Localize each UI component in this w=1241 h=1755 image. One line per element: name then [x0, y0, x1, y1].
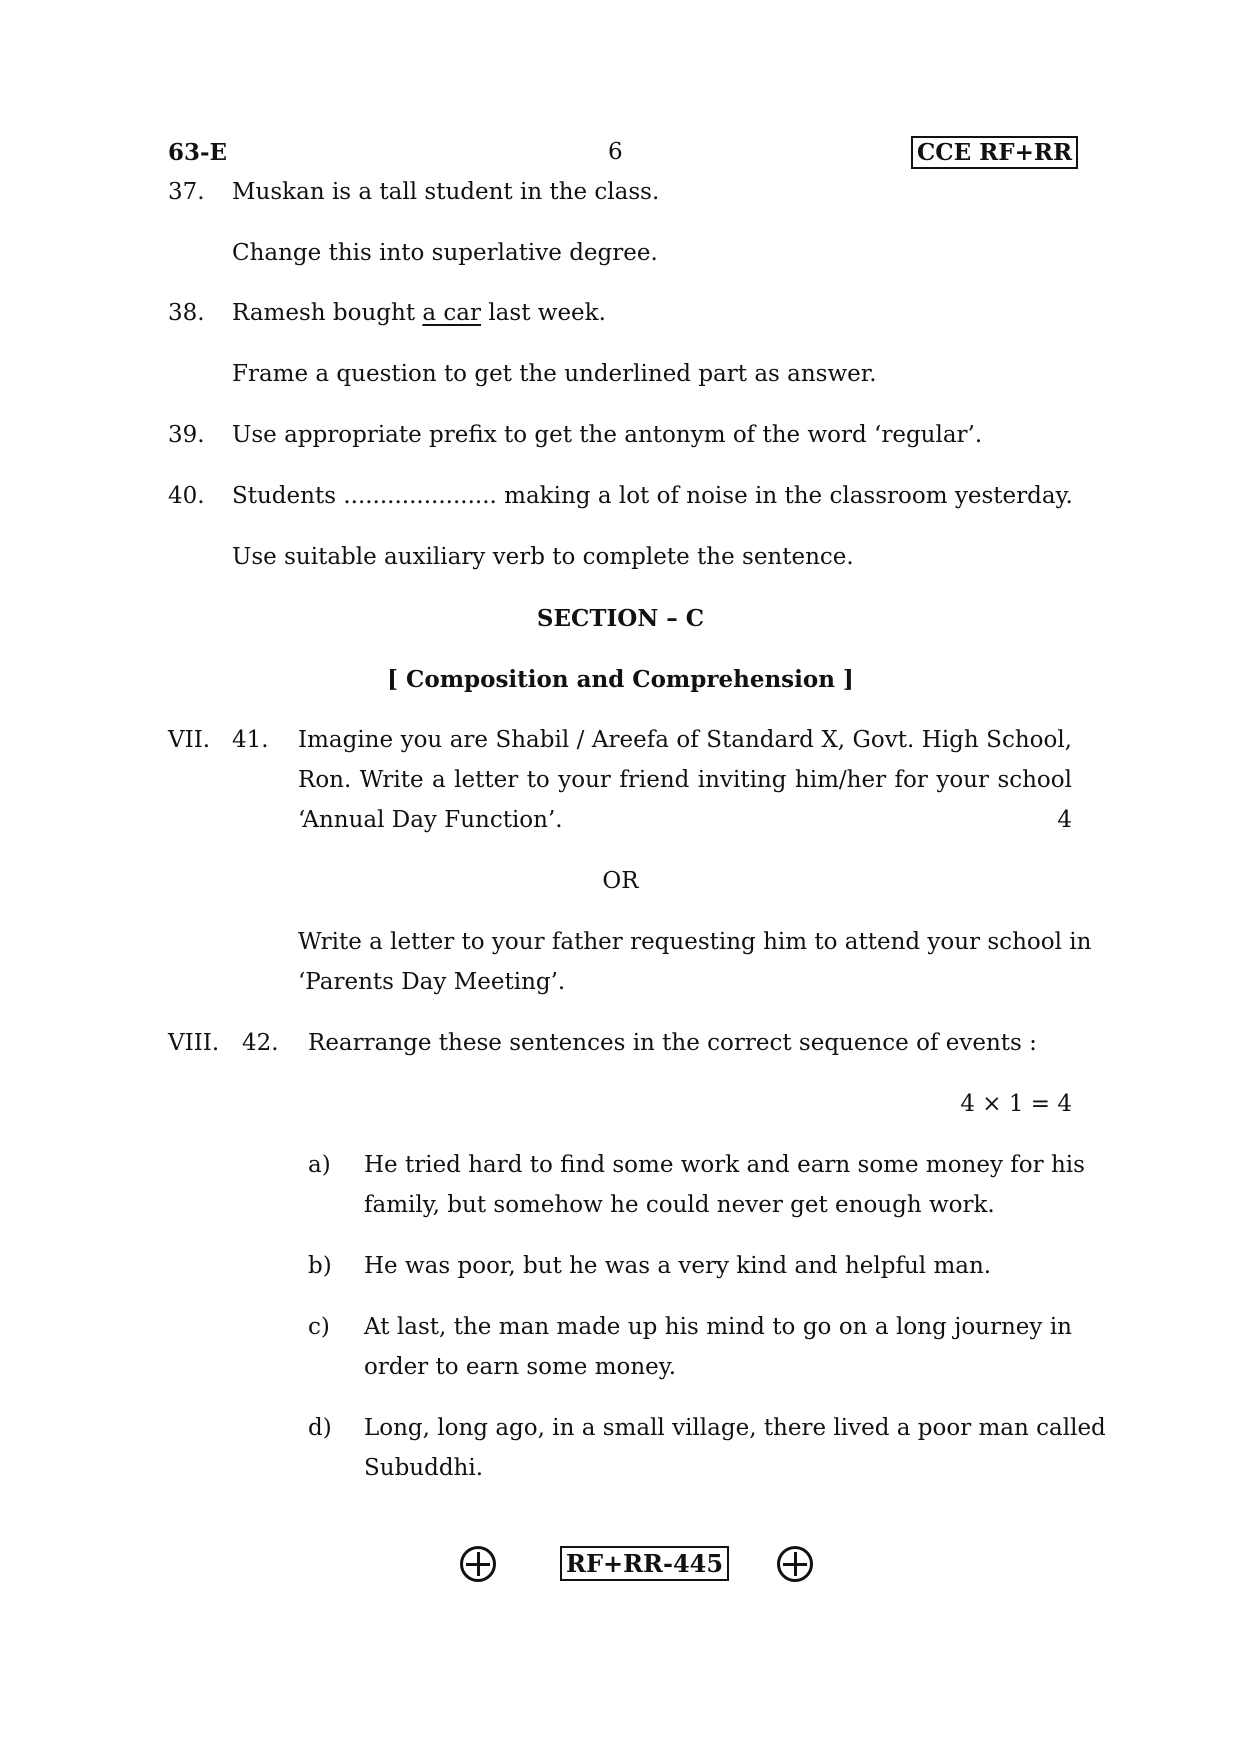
q38-text — [232, 300, 606, 326]
header-badge: CCE RF+RR — [911, 136, 1078, 169]
q38-text-post: last week. — [481, 300, 606, 326]
option-d-line-2: Subuddhi. — [364, 1455, 484, 1481]
q41-line-1: Imagine you are Shabil / Areefa of Standard X, Govt. High School, — [298, 727, 1072, 753]
q41-line-3: ‘Annual Day Function’. — [298, 807, 563, 833]
q42-roman: VIII. — [168, 1030, 220, 1056]
q39-text: Use appropriate prefix to get the antonym of the word ‘regular’. — [232, 422, 983, 448]
option-label-d: d) — [308, 1415, 332, 1441]
option-label-b: b) — [308, 1253, 332, 1279]
q38-underlined: a car — [422, 300, 482, 326]
q42-number: 42. — [242, 1030, 279, 1056]
q37-number: 37. — [168, 179, 205, 205]
option-c-line-2: order to earn some money. — [364, 1354, 677, 1380]
page-number: 6 — [608, 139, 623, 165]
q38-number: 38. — [168, 300, 205, 326]
crosshair-circle-icon — [460, 1546, 496, 1582]
q40-instruction: Use suitable auxiliary verb to complete the sentence. — [232, 544, 854, 570]
option-a-line-2: family, but somehow he could never get enough work. — [364, 1192, 995, 1218]
section-title: SECTION – C — [536, 605, 705, 632]
q38-instruction: Frame a question to get the underlined part as answer. — [232, 361, 877, 387]
option-d-line-1: Long, long ago, in a small village, there lived a poor man called — [364, 1415, 1106, 1441]
q41-or: OR — [602, 868, 639, 894]
crosshair-circle-icon — [777, 1546, 813, 1582]
q37-text: Muskan is a tall student in the class. — [232, 179, 660, 205]
q42-marks: 4 × 1 = 4 — [960, 1091, 1072, 1117]
q41-alt-line-2: ‘Parents Day Meeting’. — [298, 969, 566, 995]
q41-alt-line-1: Write a letter to your father requesting him to attend your school in — [298, 929, 1092, 955]
q39-number: 39. — [168, 422, 205, 448]
footer-code: RF+RR-445 — [560, 1546, 729, 1581]
option-label-c: c) — [308, 1314, 330, 1340]
option-c-line-1: At last, the man made up his mind to go on a long journey in — [364, 1314, 1072, 1340]
q37-instruction: Change this into superlative degree. — [232, 240, 658, 266]
option-a-line-1: He tried hard to find some work and earn some money for his — [364, 1152, 1085, 1178]
q42-text: Rearrange these sentences in the correct sequence of events : — [308, 1030, 1037, 1056]
q40-text: Students ..................... making a lot of noise in the classroom yesterday. — [232, 483, 1073, 509]
option-b-line-1: He was poor, but he was a very kind and helpful man. — [364, 1253, 992, 1279]
q38-text-pre: Ramesh bought — [232, 300, 423, 326]
exam-code: 63-E — [168, 139, 228, 166]
q41-line-2: Ron. Write a letter to your friend inviting him/her for your school — [298, 767, 1072, 793]
section-subtitle: [ Composition and Comprehension ] — [387, 666, 854, 693]
q41-roman: VII. — [168, 727, 211, 753]
q41-number: 41. — [232, 727, 269, 753]
q40-number: 40. — [168, 483, 205, 509]
q41-marks: 4 — [1057, 807, 1072, 833]
option-label-a: a) — [308, 1152, 331, 1178]
